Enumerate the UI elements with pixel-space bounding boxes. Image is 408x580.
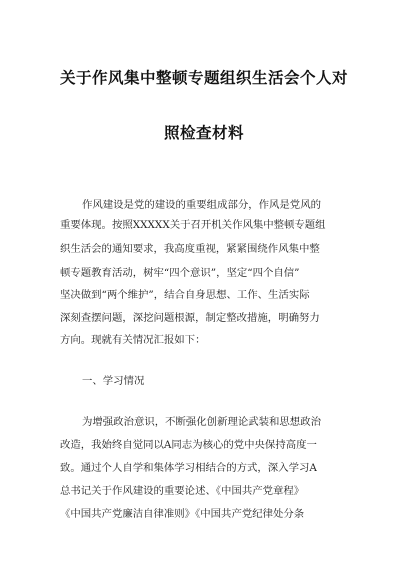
document-title-line-1: 关于作风集中整顿专题组织生活会个人对 <box>59 69 348 87</box>
section-line: 为增强政治意识，不断强化创新理论武装和思想政治 <box>82 416 321 428</box>
intro-line: 织生活会的通知要求，我高度重视，紧紧围绕作风集中整 <box>60 243 320 255</box>
section-line: 致。通过个人自学和集体学习相结合的方式，深入学习A <box>60 462 317 474</box>
section-line: 《中国共产党廉洁自律准则》《中国共产党纪律处分条 <box>60 508 305 520</box>
intro-line: 重要体现。按照XXXXX关于召开机关作风集中整顿专题组 <box>60 219 326 231</box>
intro-line: 顿专题教育活动，树牢“四个意识”，坚定“四个自信” <box>60 267 300 279</box>
section-line: 总书记关于作风建设的重要论述、《中国共产党章程》 <box>60 485 305 497</box>
section-heading: 一、学习情况 <box>82 375 145 387</box>
document-title-line-2: 照检查材料 <box>163 124 244 142</box>
intro-line: 作风建设是党的建设的重要组成部分，作风是党风的 <box>82 199 321 211</box>
intro-line: 坚决做到“两个维护”，结合自身思想、工作、生活实际 <box>60 289 310 301</box>
section-line: 改造，我始终自觉同以A同志为核心的党中央保持高度一 <box>60 439 317 451</box>
intro-line: 深刻查摆问题，深挖问题根源，制定整改措施，明确努力 <box>60 312 320 324</box>
intro-line: 方向。现就有关情况汇报如下： <box>60 334 206 346</box>
